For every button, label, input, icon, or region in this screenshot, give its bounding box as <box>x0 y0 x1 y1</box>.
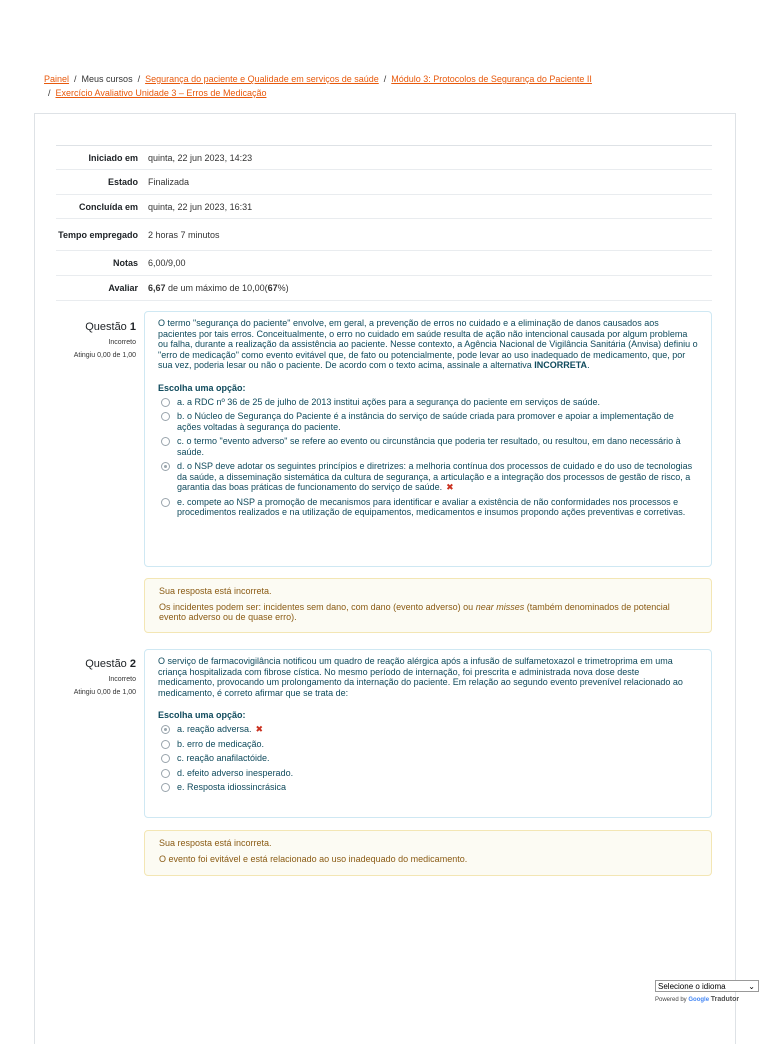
summary-row-time <box>56 219 712 251</box>
option-label: e. Resposta idiossincrásica <box>177 782 287 792</box>
summary-value: 2 horas 7 minutos <box>148 229 220 240</box>
question-grade: Atingiu 0,00 de 1,00 <box>73 689 136 696</box>
radio-button[interactable] <box>161 412 170 421</box>
summary-value: quinta, 22 jun 2023, 16:31 <box>148 201 253 212</box>
radio-button[interactable] <box>161 740 170 749</box>
option-text: a. reação adversa. <box>177 724 252 734</box>
tradutor-link[interactable]: Tradutor <box>710 996 740 1003</box>
question-2-feedback <box>144 830 712 876</box>
option-label: c. o termo "evento adverso" se refere ao evento ou circunstância que poderia ter resultado, ou resultou, em dano necessário à saúde. <box>177 436 681 457</box>
question-state: Incorreto <box>108 676 136 683</box>
question-number-value: 1 <box>129 321 136 333</box>
summary-row-grade <box>56 276 712 301</box>
summary-label: Iniciado em <box>88 152 138 163</box>
feedback-result: Sua resposta está incorreta. <box>159 838 272 848</box>
breadcrumb-separator: / <box>48 88 51 98</box>
breadcrumb-separator: / <box>137 74 141 84</box>
question-grade: Atingiu 0,00 de 1,00 <box>73 352 136 359</box>
answer-option-b[interactable] <box>158 739 698 750</box>
language-select[interactable] <box>655 980 759 992</box>
option-label: b. o Núcleo de Segurança do Paciente é a instância do serviço de saúde criada para promover e apoiar a implementação de ações voltadas à segurança do paciente. <box>177 411 674 432</box>
feedback-result: Sua resposta está incorreta. <box>159 586 272 596</box>
question-1-info <box>60 321 136 359</box>
summary-value: 6,00/9,00 <box>148 258 186 268</box>
breadcrumb <box>44 72 744 100</box>
powered-by-text: Powered by <box>655 997 687 1003</box>
question-number <box>60 321 136 333</box>
feedback-text-part: (também denominados de potencial evento adverso ou de quase erro). <box>159 601 670 622</box>
grade-score: 6,67 <box>148 283 166 293</box>
chevron-down-icon: ⌄ <box>748 982 755 991</box>
feedback-text-part: Os incidentes podem ser: incidentes sem dano, com dano (evento adverso) ou <box>159 601 476 612</box>
option-label: d. efeito adverso inesperado. <box>177 767 294 778</box>
answer-option-d[interactable] <box>158 768 698 779</box>
question-2-info <box>60 658 136 696</box>
summary-row-marks <box>56 251 712 276</box>
radio-button-selected[interactable] <box>161 462 170 471</box>
answer-option-d[interactable] <box>158 461 698 493</box>
question-text-end: . <box>587 360 590 370</box>
powered-by <box>655 996 760 1003</box>
option-label: b. erro de medicação. <box>177 738 265 749</box>
question-label: Questão <box>85 658 127 670</box>
feedback-text-italic: near misses <box>475 601 525 612</box>
breadcrumb-link-course[interactable]: Segurança do paciente e Qualidade em serviços de saúde <box>145 74 379 84</box>
incorrect-icon: ✖ <box>446 482 454 492</box>
radio-button-selected[interactable] <box>161 725 170 734</box>
incorrect-icon: ✖ <box>255 724 264 734</box>
option-label <box>177 724 263 735</box>
question-label: Questão <box>85 321 127 333</box>
answer-option-c[interactable] <box>158 436 698 457</box>
option-label <box>177 461 698 493</box>
answer-prompt: Escolha uma opção: <box>158 710 246 720</box>
summary-label: Notas <box>112 258 138 268</box>
grade-text-end: %) <box>277 283 289 293</box>
google-logo: Google <box>688 997 710 1003</box>
summary-label: Concluída em <box>78 201 138 212</box>
question-number <box>60 658 136 670</box>
summary-row-started <box>56 146 712 170</box>
question-number-value: 2 <box>129 658 136 670</box>
breadcrumb-item-meus-cursos: Meus cursos <box>81 74 133 84</box>
option-text: d. o NSP deve adotar os seguintes princípios e diretrizes: a melhoria contínua dos processos de cuidado e do uso de tecnologias da saúde, a disseminação sistemática da cultura de segurança, a articulação e a integração dos processos de gestão de risco, a garantia das boas práticas de funcionamento do serviço de saúde. <box>177 461 693 492</box>
answer-prompt: Escolha uma opção: <box>158 382 246 393</box>
option-label: a. a RDC nº 36 de 25 de julho de 2013 institui ações para a segurança do paciente em serviços de saúde. <box>177 396 601 407</box>
question-text-body: O termo "segurança do paciente" envolve, em geral, a prevenção de erros no cuidado e a eliminação de danos causados aos pacientes por tais erros. Conceitualmente, o erro no cuidado em saúde resulta de ação não intencional causada por algum problema ou falha, durante a realização da assistência ao paciente. Nesse contexto, a Agência Nacional de Vigilância Sanitária (Anvisa) definiu o "erro de medicação" como evento evitável que, de fato ou potencialmente, pode levar ao uso inadequado de medicamento, que, por sua vez, poderia lesar ou não o paciente. De acordo com o texto acima, assinale a alternativa <box>158 318 698 370</box>
answer-option-c[interactable] <box>158 753 698 764</box>
summary-value: quinta, 22 jun 2023, 14:23 <box>148 152 253 163</box>
grade-percent: 67 <box>267 283 278 293</box>
summary-value: Finalizada <box>148 177 190 187</box>
radio-button[interactable] <box>161 498 170 507</box>
question-1-feedback <box>144 578 712 633</box>
summary-label: Estado <box>107 177 138 187</box>
answer-option-b[interactable] <box>158 411 698 432</box>
grade-text: de um máximo de 10,00( <box>165 283 268 293</box>
question-1-box <box>144 311 712 567</box>
language-select-label: Selecione o idioma <box>658 982 726 991</box>
summary-label: Tempo empregado <box>58 229 138 240</box>
translate-widget <box>655 980 760 1003</box>
feedback-text <box>159 602 697 623</box>
question-2-box <box>144 649 712 818</box>
breadcrumb-link-quiz[interactable]: Exercício Avaliativo Unidade 3 – Erros de Medicação <box>55 88 267 98</box>
answer-option-e[interactable] <box>158 497 698 518</box>
answer-option-e[interactable] <box>158 782 698 793</box>
breadcrumb-link-painel[interactable]: Painel <box>44 74 70 84</box>
question-text-emphasis: INCORRETA <box>534 360 588 370</box>
option-label: e. compete ao NSP a promoção de mecanismos para identificar e avaliar a existência de não conformidades nos processos e procedimentos realizados e na utilização de equipamentos, medicamentos e insumos propondo ações preventivas e corretivas. <box>177 496 686 517</box>
question-state: Incorreto <box>108 339 136 346</box>
attempt-summary-table <box>56 145 712 301</box>
breadcrumb-link-module[interactable]: Módulo 3: Protocolos de Segurança do Paciente II <box>391 74 592 84</box>
radio-button[interactable] <box>161 754 170 763</box>
feedback-text: O evento foi evitável e está relacionado ao uso inadequado do medicamento. <box>159 853 468 864</box>
summary-label: Avaliar <box>108 283 138 293</box>
question-text: O serviço de farmacovigilância notificou um quadro de reação alérgica após a infusão de sulfametoxazol e trimetroprima em uma criança hospitalizada com fibrose cística. No mesmo período de internação, foi prescrita e administrada nova dose deste medicamento, provocando um prolongamento da internação do paciente. Em relação ao segundo evento prevenível relacionado ao medicamento, é correto afirmar que se trata de: <box>158 656 683 698</box>
question-text <box>158 318 698 371</box>
summary-row-completed <box>56 195 712 219</box>
summary-row-state <box>56 170 712 195</box>
radio-button[interactable] <box>161 437 170 446</box>
option-label: c. reação anafilactóide. <box>177 753 270 763</box>
radio-button[interactable] <box>161 783 170 792</box>
breadcrumb-separator: / <box>383 74 387 84</box>
radio-button[interactable] <box>161 769 170 778</box>
radio-button[interactable] <box>161 398 170 407</box>
answer-option-a[interactable] <box>158 397 698 408</box>
breadcrumb-separator: / <box>74 74 77 84</box>
summary-value <box>144 283 289 293</box>
answer-option-a[interactable] <box>158 724 698 735</box>
